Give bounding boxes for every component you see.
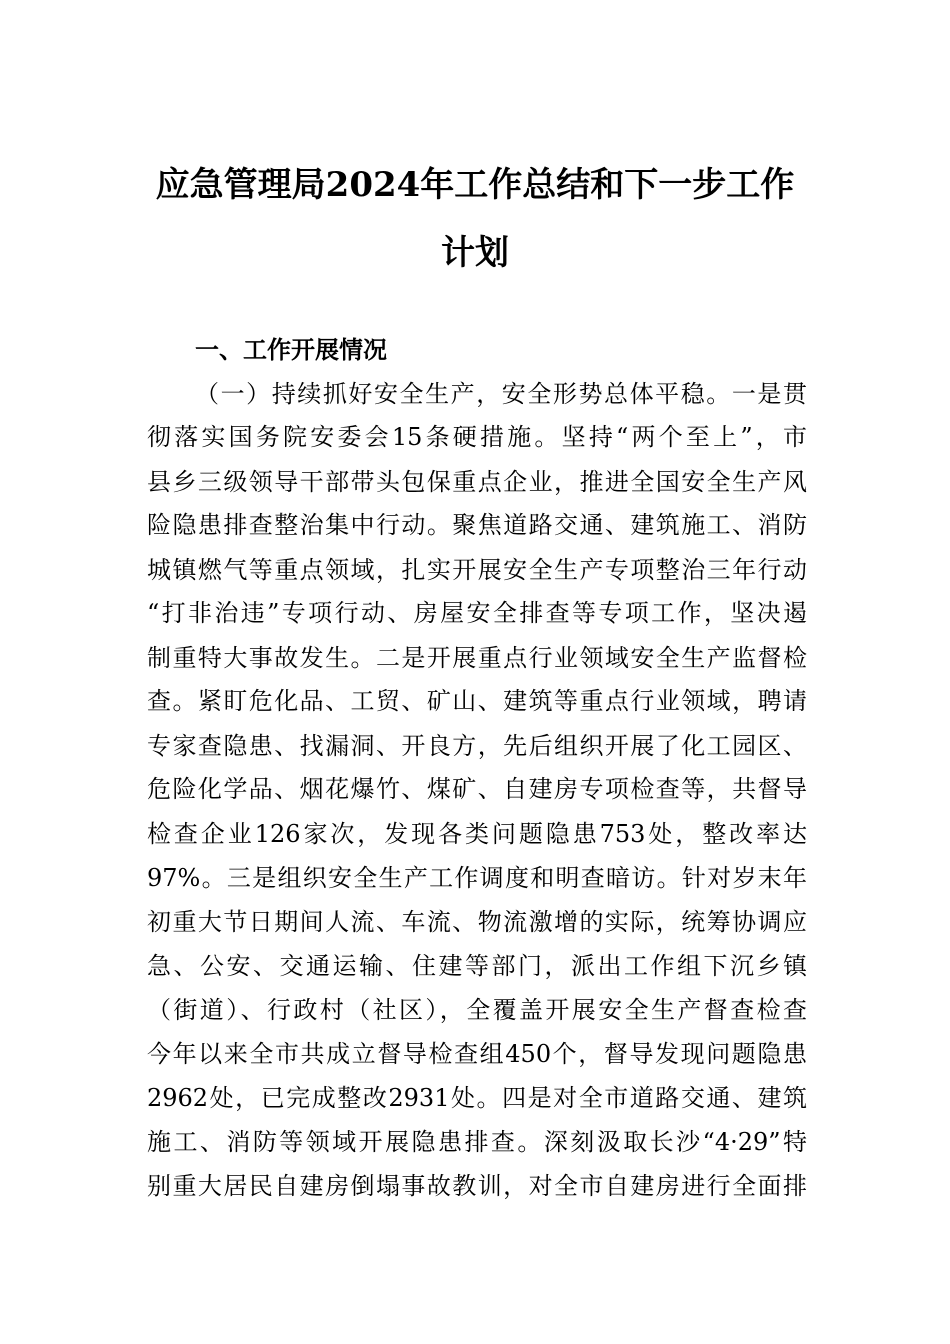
paragraph-line: 专家查隐患、找漏洞、开良方，先后组织开展了化工园区、 xyxy=(147,732,807,760)
document-title-line-1: 应急管理局2024年工作总结和下一步工作 xyxy=(155,165,795,205)
paragraph-line: 97%。三是组织安全生产工作调度和明查暗访。针对岁末年 xyxy=(147,864,807,892)
paragraph-line: 县乡三级领导干部带头包保重点企业，推进全国安全生产风 xyxy=(147,468,807,496)
paragraph-line: 制重特大事故发生。二是开展重点行业领域安全生产监督检 xyxy=(147,644,807,672)
paragraph-line: 初重大节日期间人流、车流、物流激增的实际，统筹协调应 xyxy=(147,908,807,936)
paragraph-line: 今年以来全市共成立督导检查组450个，督导发现问题隐患 xyxy=(147,1040,807,1068)
paragraph-line: 彻落实国务院安委会15条硬措施。坚持“两个至上”，市 xyxy=(147,423,807,451)
document-title-line-2: 计划 xyxy=(441,233,509,273)
paragraph-line: 危险化学品、烟花爆竹、煤矿、自建房专项检查等，共督导 xyxy=(147,775,807,803)
paragraph-line: （街道）、行政村（社区），全覆盖开展安全生产督查检查 xyxy=(147,996,807,1024)
paragraph-line: 施工、消防等领域开展隐患排查。深刻汲取长沙“4·29”特 xyxy=(147,1128,807,1156)
paragraph-line: （一）持续抓好安全生产，安全形势总体平稳。一是贯 xyxy=(195,380,807,408)
paragraph-line: 检查企业126家次，发现各类问题隐患753处，整改率达 xyxy=(147,820,807,848)
paragraph-line: 急、公安、交通运输、住建等部门，派出工作组下沉乡镇 xyxy=(147,952,807,980)
paragraph-line: 2962处，已完成整改2931处。四是对全市道路交通、建筑 xyxy=(147,1084,807,1112)
paragraph-line: “打非治违”专项行动、房屋安全排查等专项工作，坚决遏 xyxy=(147,599,807,627)
paragraph-line: 别重大居民自建房倒塌事故教训，对全市自建房进行全面排 xyxy=(147,1172,807,1200)
paragraph-line: 城镇燃气等重点领域，扎实开展安全生产专项整治三年行动 xyxy=(147,556,807,584)
paragraph-line: 险隐患排查整治集中行动。聚焦道路交通、建筑施工、消防 xyxy=(147,511,807,539)
paragraph-line: 查。紧盯危化品、工贸、矿山、建筑等重点行业领域，聘请 xyxy=(147,687,807,715)
section-heading: 一、工作开展情况 xyxy=(195,336,387,364)
